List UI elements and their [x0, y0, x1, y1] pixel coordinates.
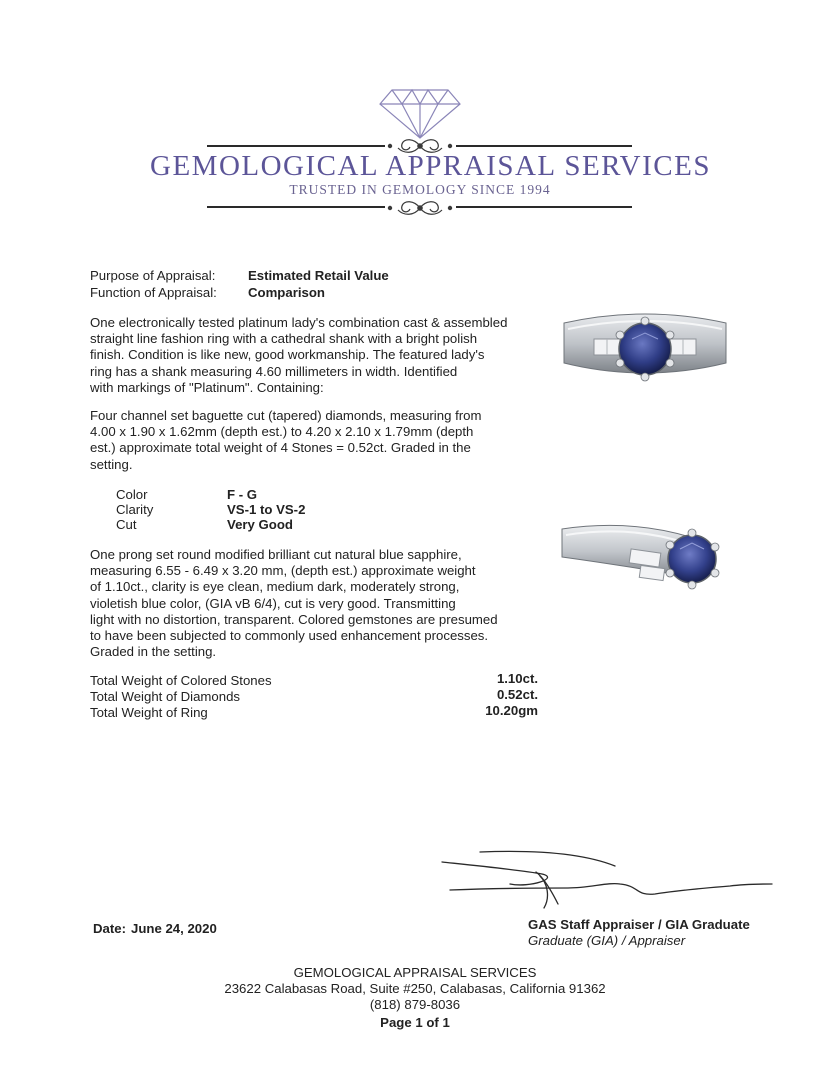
total-diamonds-value: 0.52ct. — [496, 687, 538, 702]
diamonds-description — [90, 408, 481, 473]
total-colored-label: Total Weight of Colored Stones — [90, 673, 272, 688]
footer-phone: (818) 879-8036 — [369, 997, 461, 1012]
total-ring-label: Total Weight of Ring — [90, 705, 208, 720]
flourish-ornament-bottom-icon — [384, 198, 456, 218]
sapphire-description — [90, 547, 498, 660]
appraiser-signature — [440, 848, 775, 912]
sapphire-line: of 1.10ct., clarity is eye clean, medium dark, moderately strong, — [90, 579, 460, 595]
grading-clarity-label: Clarity — [116, 502, 154, 517]
header-rule-top-right — [456, 145, 632, 147]
description-line: straight line fashion ring with a cathedral shank with a bright polish — [90, 331, 478, 347]
total-ring-value: 10.20gm — [485, 703, 538, 718]
description-line: ring has a shank measuring 4.60 millimeters in width. Identified — [90, 363, 458, 379]
company-tagline: TRUSTED IN GEMOLOGY SINCE 1994 — [289, 182, 551, 197]
function-label: Function of Appraisal: — [90, 285, 217, 300]
grading-color-value: F - G — [227, 487, 258, 502]
appraiser-subtitle: Graduate (GIA) / Appraiser — [528, 933, 686, 948]
appraiser-title: GAS Staff Appraiser / GIA Graduate — [528, 917, 750, 932]
sapphire-line: to have been subjected to commonly used enhancement processes. — [90, 628, 489, 644]
ring-photo-front — [560, 305, 730, 405]
function-value: Comparison — [248, 285, 325, 300]
description-line: with markings of "Platinum". Containing: — [90, 379, 324, 395]
page-number: Page 1 of 1 — [380, 1015, 450, 1030]
diamonds-line: setting. — [90, 456, 133, 472]
sapphire-line: measuring 6.55 - 6.49 x 3.20 mm, (depth est.) approximate weight — [90, 563, 476, 579]
date-label: Date: — [93, 921, 126, 936]
description-line: finish. Condition is like new, good workmanship. The featured lady's — [90, 347, 485, 363]
header-rule-bottom-left — [207, 206, 385, 208]
sapphire-line: light with no distortion, transparent. Colored gemstones are presumed — [90, 611, 498, 627]
date-value: June 24, 2020 — [131, 921, 217, 936]
diamonds-line: 4.00 x 1.90 x 1.62mm (depth est.) to 4.20 x 2.10 x 1.79mm (depth — [90, 424, 474, 440]
sapphire-line: One prong set round modified brilliant cut natural blue sapphire, — [90, 547, 462, 562]
total-diamonds-label: Total Weight of Diamonds — [90, 689, 241, 704]
total-colored-value: 1.10ct. — [496, 671, 538, 686]
company-name-logo: GEMOLOGICAL APPRAISAL SERVICES — [150, 150, 711, 182]
ring-description — [90, 315, 507, 396]
diamonds-line: est.) approximate total weight of 4 Stones = 0.52ct. Graded in the — [90, 440, 471, 456]
grading-cut-label: Cut — [116, 517, 137, 532]
footer-address: 23622 Calabasas Road, Suite #250, Calabasas, California 91362 — [224, 981, 606, 996]
purpose-label: Purpose of Appraisal: — [90, 268, 216, 283]
sapphire-line: Graded in the setting. — [90, 644, 217, 660]
footer-company: GEMOLOGICAL APPRAISAL SERVICES — [293, 965, 537, 980]
grading-color-label: Color — [116, 487, 148, 502]
grading-clarity-value: VS-1 to VS-2 — [227, 502, 306, 517]
sapphire-line: violetish blue color, (GIA vB 6/4), cut is very good. Transmitting — [90, 595, 456, 611]
header-rule-top-left — [207, 145, 385, 147]
purpose-value: Estimated Retail Value — [248, 268, 389, 283]
grading-cut-value: Very Good — [227, 517, 293, 532]
ring-photo-angle — [560, 515, 730, 615]
diamond-logo-icon — [378, 80, 462, 140]
description-line: One electronically tested platinum lady's combination cast & assembled — [90, 315, 508, 330]
diamonds-line: Four channel set baguette cut (tapered) diamonds, measuring from — [90, 408, 482, 423]
header-rule-bottom-right — [456, 206, 632, 208]
